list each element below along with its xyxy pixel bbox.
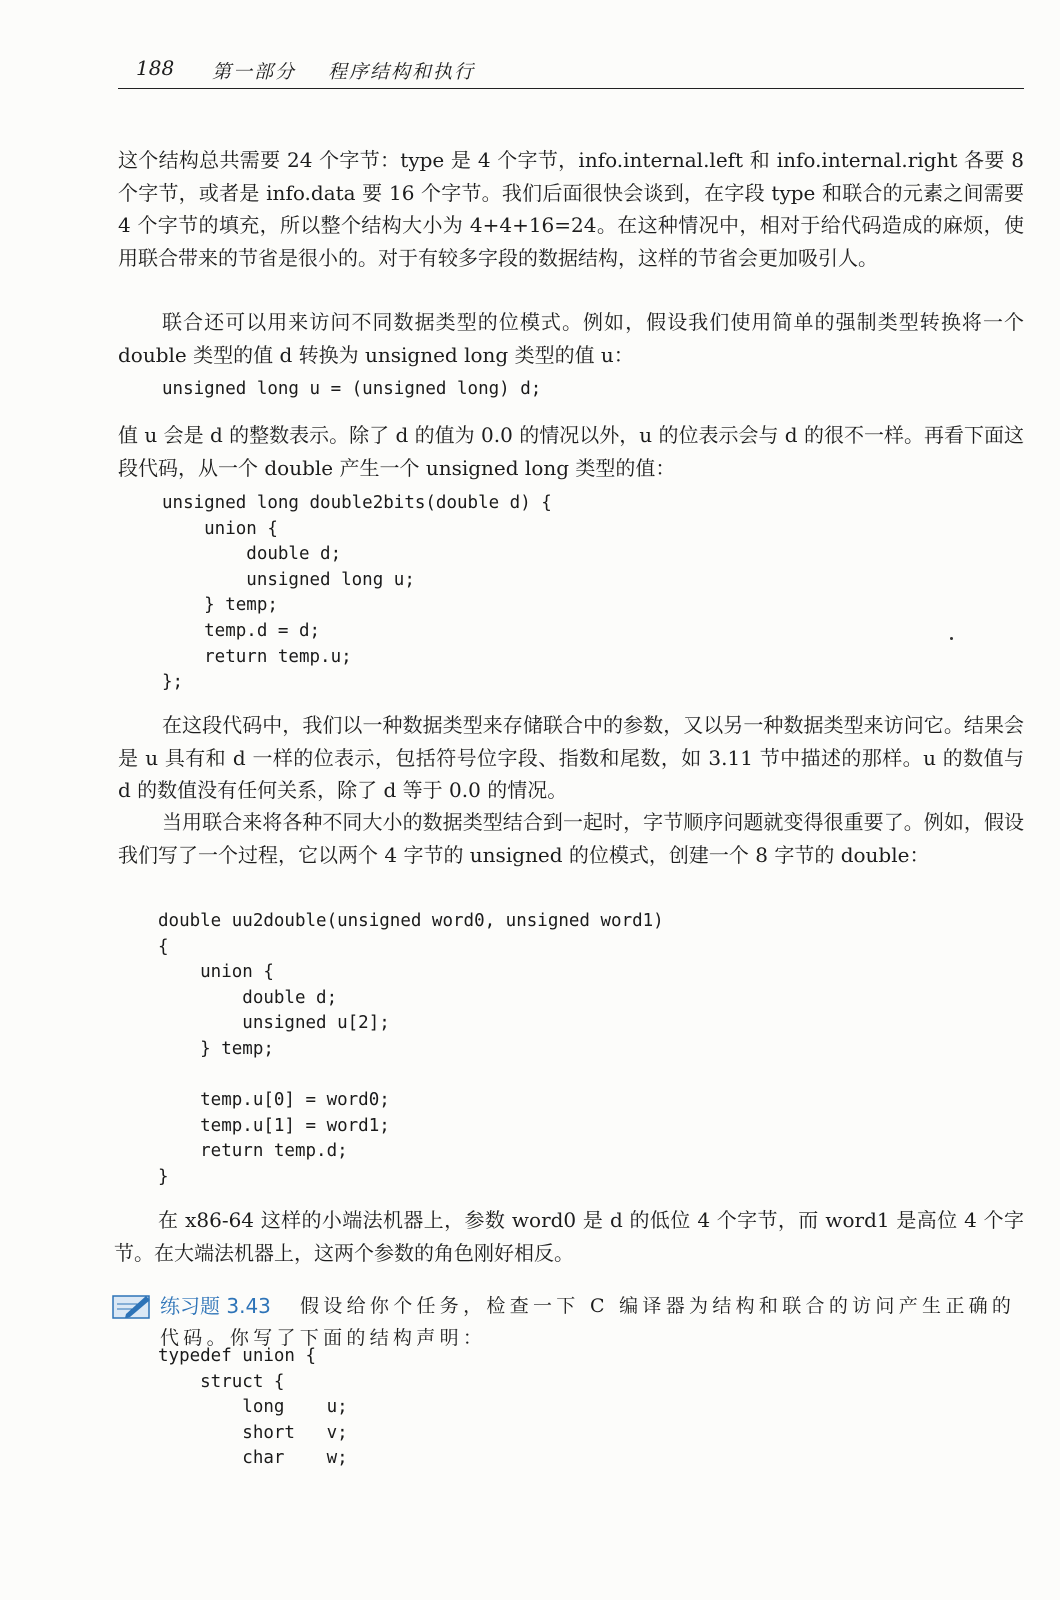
paragraph-struct-size: 这个结构总共需要 24 个字节：type 是 4 个字节，info.internal.left 和 info.internal.right 各要 8 个字节，或者是 info.data 要 16 个字节。我们后面很快会谈到，在字段 type 和联合的元素之间需要 4 个字节的填充，所以整个结构大小为 4+4+16=24。在这种情况中，相对于给代码造成的麻烦，使用联合带来的节省是很小的。对于有较多字段的数据结构，这样的节省会更加吸引人。 xyxy=(118,148,1024,270)
paragraph-bit-patterns: 联合还可以用来访问不同数据类型的位模式。例如，假设我们使用简单的强制类型转换将一个 double 类型的值 d 转换为 unsigned long 类型的值 u： xyxy=(118,310,1024,367)
running-header xyxy=(118,54,1024,89)
page-number: 188 xyxy=(136,56,175,80)
speck xyxy=(950,637,953,640)
code-uu2double: double uu2double(unsigned word0, unsigned word1) { union { double d; unsigned u[2]; } temp; temp.u[0] = word0; temp.u[1] = word1; return temp.d; } xyxy=(158,911,664,1187)
paragraph-endianness: 在 x86-64 这样的小端法机器上，参数 word0 是 d 的低位 4 个字节，而 word1 是高位 4 个字节。在大端法机器上，这两个参数的角色刚好相反。 xyxy=(114,1208,1024,1265)
code-double2bits: unsigned long double2bits(double d) { union { double d; unsigned long u; } temp; temp.d = d; return temp.u; }; xyxy=(162,493,552,693)
chapter-label: 第一部分 xyxy=(212,61,297,83)
code-typedef-union: typedef union { struct { long u; short v; char w; xyxy=(158,1346,348,1469)
paragraph-byte-order: 当用联合来将各种不同大小的数据类型结合到一起时，字节顺序问题就变得很重要了。例如，假设我们写了一个过程，它以两个 4 字节的 unsigned 的位模式，创建一个 8 字节的 double： xyxy=(118,810,1024,867)
code-cast-example: unsigned long u = (unsigned long) d; xyxy=(162,379,542,399)
section-title: 程序结构和执行 xyxy=(328,61,476,83)
exercise-text-continued: 代码。你写了下面的结构声明： xyxy=(160,1327,487,1349)
pencil-paper-icon xyxy=(112,1292,152,1320)
paragraph-union-access: 在这段代码中，我们以一种数据类型来存储联合中的参数，又以另一种数据类型来访问它。结果会是 u 具有和 d 一样的位表示，包括符号位字段、指数和尾数，如 3.11 节中描述的那样。u 的数值与 d 的数值没有任何关系，除了 d 等于 0.0 的情况。 xyxy=(118,713,1024,802)
exercise-label: 练习题 3.43 xyxy=(160,1294,271,1318)
exercise-text: 假设给你个任务，检查一下 C 编译器为结构和联合的访问产生正确的 xyxy=(300,1295,1016,1317)
paragraph-integer-repr: 值 u 会是 d 的整数表示。除了 d 的值为 0.0 的情况以外，u 的位表示会与 d 的很不一样。再看下面这段代码，从一个 double 产生一个 unsigned long 类型的值： xyxy=(118,423,1024,480)
exercise-3-43 xyxy=(112,1290,1024,1322)
